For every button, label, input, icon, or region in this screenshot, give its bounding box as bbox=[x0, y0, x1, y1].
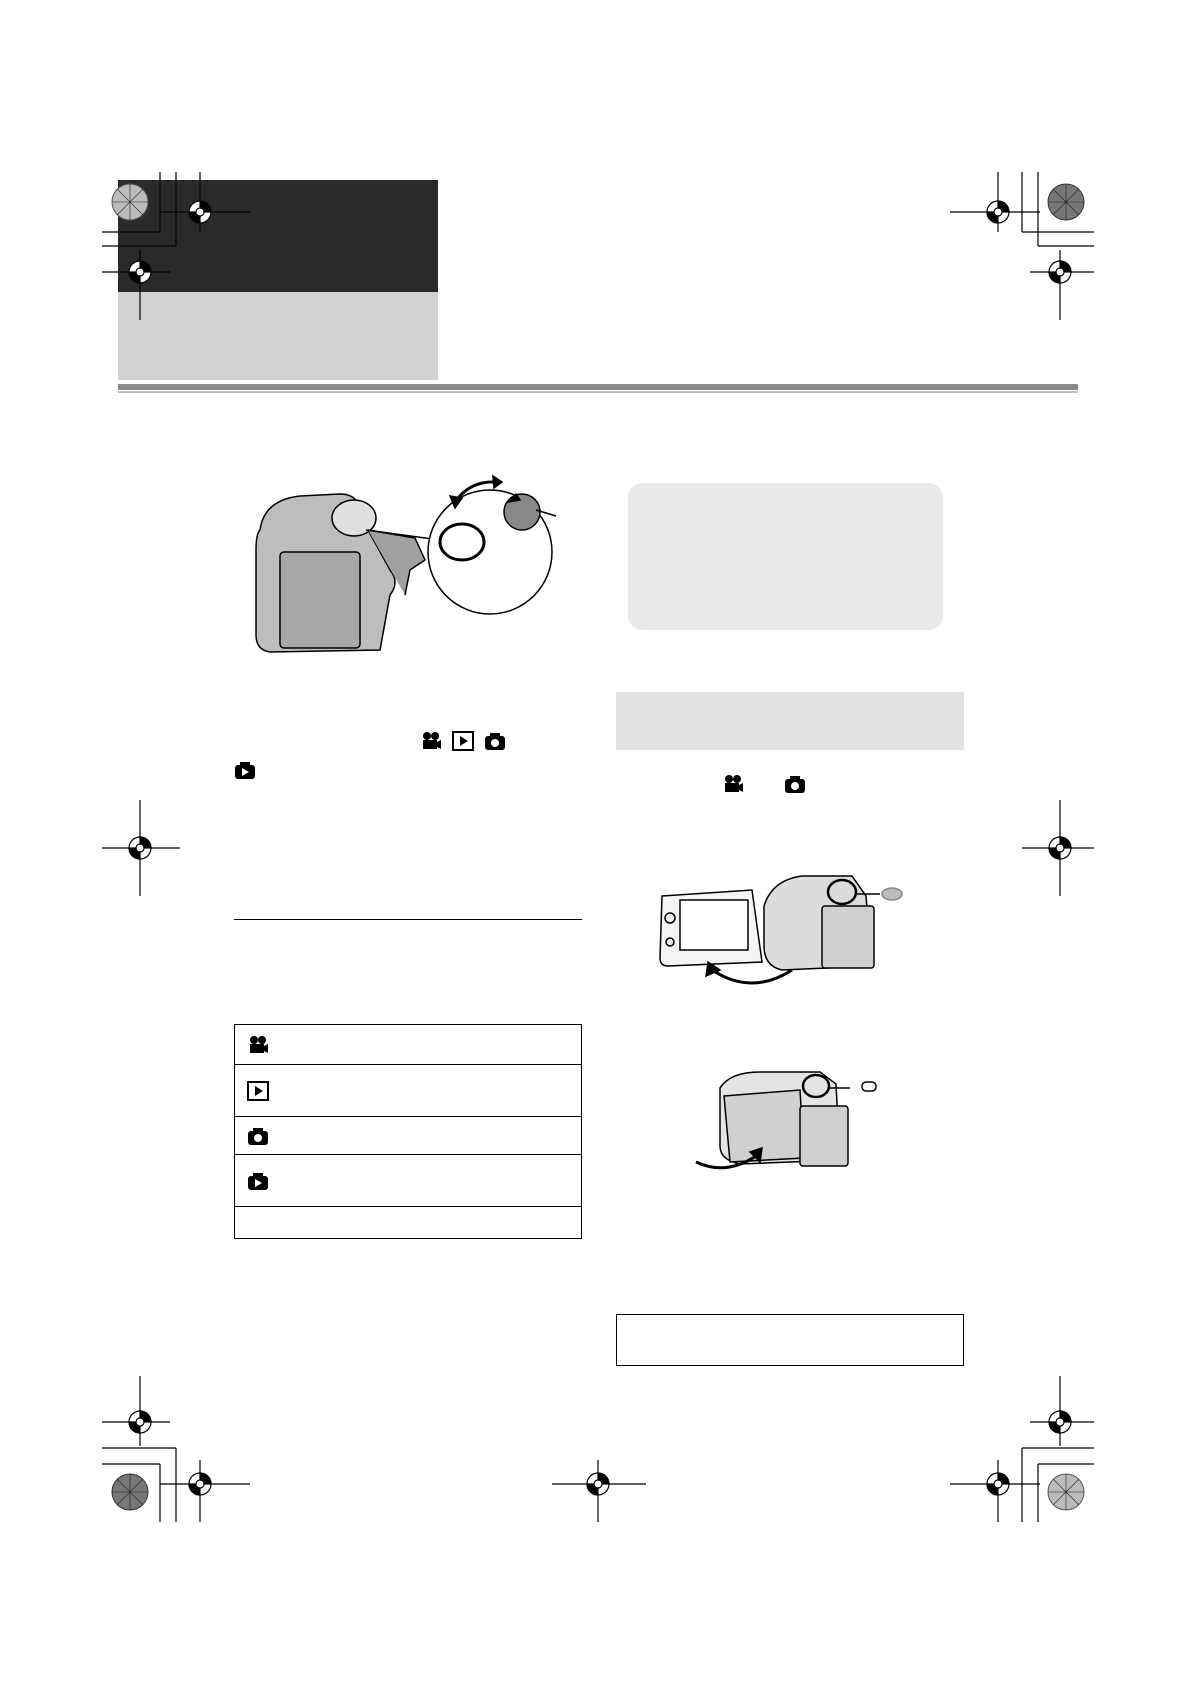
reference-box bbox=[616, 1314, 964, 1366]
cam-icons-inline bbox=[722, 774, 806, 794]
mode-icons-inline bbox=[420, 731, 506, 751]
still-camera-icon bbox=[247, 1126, 269, 1146]
video-camera-icon bbox=[247, 1035, 269, 1055]
video-camera-icon bbox=[420, 731, 442, 751]
picture-playback-icon bbox=[247, 1171, 269, 1191]
still-camera-icon bbox=[484, 731, 506, 751]
play-icon bbox=[247, 1081, 269, 1101]
picture-playback-icon-inline bbox=[234, 760, 256, 780]
table-row bbox=[235, 1207, 582, 1239]
lcd-open-illustration bbox=[652, 866, 922, 986]
mode-dial-illustration bbox=[250, 470, 570, 660]
table-row bbox=[235, 1065, 582, 1117]
lcd-closed-illustration bbox=[690, 1066, 910, 1176]
mode-table bbox=[234, 1024, 582, 1239]
table-row bbox=[235, 1155, 582, 1207]
table-row bbox=[235, 1117, 582, 1155]
section-divider bbox=[234, 919, 582, 920]
note-box bbox=[628, 483, 943, 630]
table-row bbox=[235, 1025, 582, 1065]
video-camera-icon bbox=[722, 774, 744, 794]
section-heading-bar bbox=[616, 692, 964, 750]
play-icon bbox=[452, 731, 474, 751]
still-camera-icon bbox=[784, 774, 806, 794]
